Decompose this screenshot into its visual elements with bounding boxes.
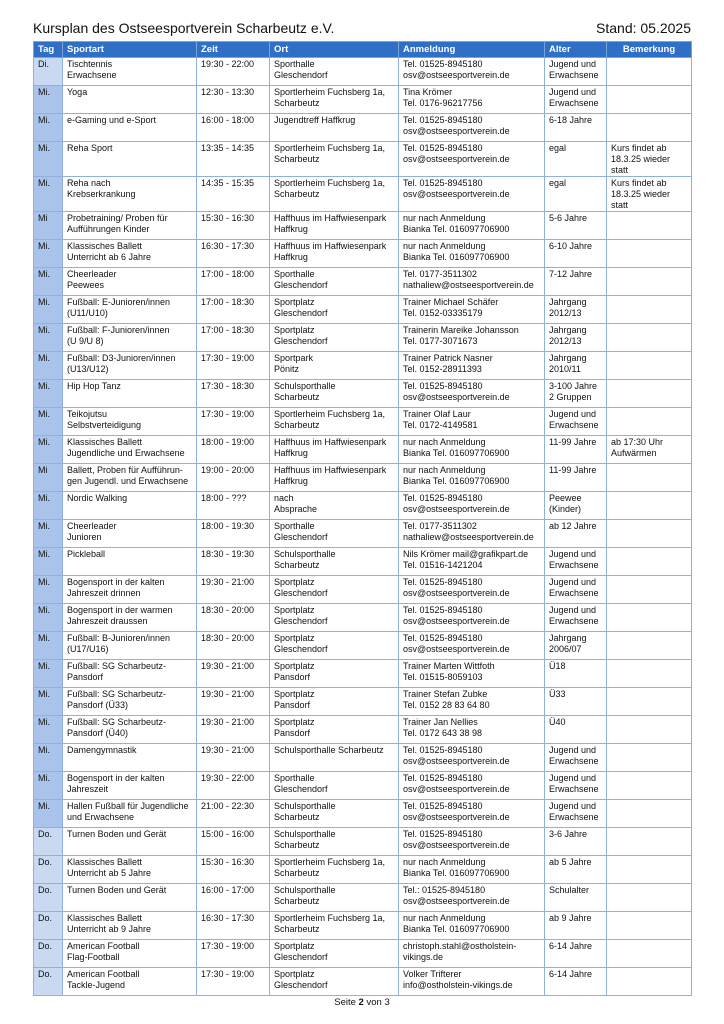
cell-bemerkung: [607, 548, 692, 576]
cell-anmeldung: Tel.: 01525-8945180 osv@ostseesportverein.de: [399, 884, 545, 912]
cell-anmeldung: Trainer Olaf Laur Tel. 0172-4149581: [399, 408, 545, 436]
cell-alter: Jahrgang 2012/13: [545, 296, 607, 324]
table-row: [34, 177, 692, 212]
cell-bemerkung: [607, 240, 692, 268]
cell-bemerkung: ab 17:30 Uhr Aufwärmen: [607, 436, 692, 464]
table-row: [34, 324, 692, 352]
cell-anmeldung: Tel. 0177-3511302 nathaliew@ostseesportverein.de: [399, 520, 545, 548]
table-row: [34, 86, 692, 114]
column-header-alter: Alter: [545, 42, 607, 58]
table-row: [34, 716, 692, 744]
cell-ort: nach Absprache: [270, 492, 399, 520]
cell-zeit: 19:30 - 21:00: [197, 744, 270, 772]
cell-anmeldung: christoph.stahl@ostholstein- vikings.de: [399, 940, 545, 968]
cell-bemerkung: [607, 828, 692, 856]
cell-alter: Jahrgang 2012/13: [545, 324, 607, 352]
cell-anmeldung: nur nach Anmeldung Bianka Tel. 016097706900: [399, 240, 545, 268]
cell-tag: Mi.: [34, 772, 63, 800]
document-date: Stand: 05.2025: [596, 20, 691, 36]
footer-suffix: von 3: [363, 997, 390, 1008]
cell-anmeldung: Tel. 01525-8945180 osv@ostseesportverein.de: [399, 58, 545, 86]
cell-ort: Sportlerheim Fuchsberg 1a, Scharbeutz: [270, 912, 399, 940]
cell-ort: Sportplatz Gleschendorf: [270, 324, 399, 352]
cell-sportart: Klassisches Ballett Unterricht ab 9 Jahre: [63, 912, 197, 940]
cell-alter: ab 12 Jahre: [545, 520, 607, 548]
table-header-row: [34, 42, 692, 58]
cell-bemerkung: [607, 352, 692, 380]
table-row: [34, 744, 692, 772]
cell-alter: 11-99 Jahre: [545, 464, 607, 492]
cell-alter: Ü33: [545, 688, 607, 716]
cell-ort: Sporthalle Gleschendorf: [270, 772, 399, 800]
cell-bemerkung: [607, 212, 692, 240]
cell-zeit: 15:30 - 16:30: [197, 212, 270, 240]
cell-sportart: Damengymnastik: [63, 744, 197, 772]
cell-zeit: 16:00 - 18:00: [197, 114, 270, 142]
cell-sportart: Bogensport in der kalten Jahreszeit drinnen: [63, 576, 197, 604]
table-row: [34, 940, 692, 968]
cell-anmeldung: Tel. 01525-8945180 osv@ostseesportverein.de: [399, 744, 545, 772]
cell-bemerkung: [607, 632, 692, 660]
cell-bemerkung: [607, 744, 692, 772]
cell-bemerkung: Kurs findet ab 18.3.25 wieder statt: [607, 177, 692, 212]
cell-ort: Sportlerheim Fuchsberg 1a, Scharbeutz: [270, 86, 399, 114]
cell-zeit: 19:30 - 22:00: [197, 772, 270, 800]
cell-zeit: 19:30 - 22:00: [197, 58, 270, 86]
cell-bemerkung: [607, 716, 692, 744]
cell-ort: Sporthalle Gleschendorf: [270, 520, 399, 548]
cell-alter: ab 9 Jahre: [545, 912, 607, 940]
cell-sportart: Klassisches Ballett Unterricht ab 6 Jahre: [63, 240, 197, 268]
cell-ort: Schulsporthalle Scharbeutz: [270, 800, 399, 828]
cell-tag: Mi.: [34, 324, 63, 352]
cell-bemerkung: [607, 114, 692, 142]
cell-tag: Mi.: [34, 632, 63, 660]
cell-sportart: Pickleball: [63, 548, 197, 576]
cell-bemerkung: [607, 408, 692, 436]
table-row: [34, 464, 692, 492]
cell-zeit: 17:30 - 19:00: [197, 940, 270, 968]
cell-zeit: 17:00 - 18:00: [197, 268, 270, 296]
cell-anmeldung: Nils Krömer mail@grafikpart.de Tel. 01516-1421204: [399, 548, 545, 576]
cell-zeit: 18:00 - ???: [197, 492, 270, 520]
cell-ort: Sportplatz Pansdorf: [270, 688, 399, 716]
cell-sportart: Fußball: E-Junioren/innen (U11/U10): [63, 296, 197, 324]
cell-ort: Sportplatz Gleschendorf: [270, 576, 399, 604]
table-row: [34, 660, 692, 688]
cell-anmeldung: Tel. 01525-8945180 osv@ostseesportverein.de: [399, 177, 545, 212]
column-header-zeit: Zeit: [197, 42, 270, 58]
cell-bemerkung: [607, 800, 692, 828]
column-header-sportart: Sportart: [63, 42, 197, 58]
cell-tag: Mi: [34, 464, 63, 492]
cell-ort: Haffhuus im Haffwiesenpark Haffkrug: [270, 464, 399, 492]
cell-sportart: Yoga: [63, 86, 197, 114]
cell-ort: Sportlerheim Fuchsberg 1a, Scharbeutz: [270, 177, 399, 212]
cell-bemerkung: [607, 492, 692, 520]
cell-zeit: 16:00 - 17:00: [197, 884, 270, 912]
cell-ort: Sportplatz Pansdorf: [270, 716, 399, 744]
cell-sportart: Reha nach Krebserkrankung: [63, 177, 197, 212]
cell-alter: egal: [545, 177, 607, 212]
cell-alter: 7-12 Jahre: [545, 268, 607, 296]
table-row: [34, 576, 692, 604]
document-header: [33, 20, 691, 40]
cell-tag: Do.: [34, 856, 63, 884]
cell-sportart: Reha Sport: [63, 142, 197, 177]
cell-bemerkung: Kurs findet ab 18.3.25 wieder statt: [607, 142, 692, 177]
cell-anmeldung: Trainer Stefan Zubke Tel. 0152 28 83 64 80: [399, 688, 545, 716]
cell-alter: Jugend und Erwachsene: [545, 408, 607, 436]
cell-alter: Ü40: [545, 716, 607, 744]
cell-alter: Jugend und Erwachsene: [545, 58, 607, 86]
cell-tag: Mi.: [34, 548, 63, 576]
cell-alter: 3-6 Jahre: [545, 828, 607, 856]
cell-anmeldung: Tel. 01525-8945180 osv@ostseesportverein.de: [399, 828, 545, 856]
cell-anmeldung: Trainer Michael Schäfer Tel. 0152-03335179: [399, 296, 545, 324]
cell-alter: Jugend und Erwachsene: [545, 604, 607, 632]
cell-bemerkung: [607, 604, 692, 632]
table-row: [34, 856, 692, 884]
cell-zeit: 18:30 - 19:30: [197, 548, 270, 576]
table-row: [34, 884, 692, 912]
table-row: [34, 828, 692, 856]
table-row: [34, 912, 692, 940]
cell-ort: Sportplatz Gleschendorf: [270, 296, 399, 324]
cell-tag: Do.: [34, 940, 63, 968]
cell-zeit: 17:30 - 19:00: [197, 352, 270, 380]
table-row: [34, 408, 692, 436]
cell-anmeldung: Tel. 01525-8945180 osv@ostseesportverein.de: [399, 380, 545, 408]
cell-zeit: 19:30 - 21:00: [197, 576, 270, 604]
cell-alter: 6-14 Jahre: [545, 968, 607, 996]
cell-zeit: 17:30 - 18:30: [197, 380, 270, 408]
cell-sportart: Bogensport in der warmen Jahreszeit draussen: [63, 604, 197, 632]
cell-bemerkung: [607, 324, 692, 352]
cell-alter: Jahrgang 2006/07: [545, 632, 607, 660]
cell-bemerkung: [607, 912, 692, 940]
cell-anmeldung: nur nach Anmeldung Bianka Tel. 016097706900: [399, 912, 545, 940]
cell-anmeldung: Tel. 01525-8945180 osv@ostseesportverein.de: [399, 604, 545, 632]
cell-alter: 6-14 Jahre: [545, 940, 607, 968]
cell-tag: Do.: [34, 968, 63, 996]
table-body: [34, 58, 692, 996]
cell-bemerkung: [607, 296, 692, 324]
cell-sportart: Fußball: SG Scharbeutz- Pansdorf (Ü40): [63, 716, 197, 744]
cell-zeit: 12:30 - 13:30: [197, 86, 270, 114]
column-header-anmeldung: Anmeldung: [399, 42, 545, 58]
cell-anmeldung: Tel. 01525-8945180 osv@ostseesportverein.de: [399, 142, 545, 177]
cell-anmeldung: nur nach Anmeldung Bianka Tel. 016097706900: [399, 436, 545, 464]
cell-bemerkung: [607, 968, 692, 996]
cell-zeit: 17:30 - 19:00: [197, 968, 270, 996]
cell-anmeldung: Tel. 01525-8945180 osv@ostseesportverein.de: [399, 492, 545, 520]
cell-tag: Mi.: [34, 660, 63, 688]
cell-ort: Sportlerheim Fuchsberg 1a, Scharbeutz: [270, 142, 399, 177]
cell-anmeldung: Tel. 0177-3511302 nathaliew@ostseesportverein.de: [399, 268, 545, 296]
cell-zeit: 13:35 - 14:35: [197, 142, 270, 177]
cell-bemerkung: [607, 772, 692, 800]
cell-anmeldung: Trainer Jan Nellies Tel. 0172 643 38 98: [399, 716, 545, 744]
table-row: [34, 604, 692, 632]
cell-sportart: Teikojutsu Selbstverteidigung: [63, 408, 197, 436]
cell-sportart: Hallen Fußball für Jugendliche und Erwachsene: [63, 800, 197, 828]
cell-tag: Mi.: [34, 492, 63, 520]
cell-anmeldung: Tel. 01525-8945180 osv@ostseesportverein.de: [399, 114, 545, 142]
cell-zeit: 17:00 - 18:30: [197, 296, 270, 324]
page-footer: [0, 997, 724, 1008]
cell-tag: Mi.: [34, 296, 63, 324]
cell-alter: 6-18 Jahre: [545, 114, 607, 142]
cell-anmeldung: nur nach Anmeldung Bianka Tel. 016097706900: [399, 856, 545, 884]
cell-sportart: Fußball: D3-Junioren/innen (U13/U12): [63, 352, 197, 380]
cell-bemerkung: [607, 576, 692, 604]
table-row: [34, 240, 692, 268]
cell-zeit: 19:30 - 21:00: [197, 716, 270, 744]
cell-alter: ab 5 Jahre: [545, 856, 607, 884]
cell-sportart: Fußball: F-Junioren/innen (U 9/U 8): [63, 324, 197, 352]
table-row: [34, 632, 692, 660]
table-row: [34, 436, 692, 464]
cell-sportart: Fußball: SG Scharbeutz- Pansdorf (Ü33): [63, 688, 197, 716]
cell-tag: Mi.: [34, 177, 63, 212]
table-row: [34, 114, 692, 142]
cell-alter: Ü18: [545, 660, 607, 688]
cell-alter: 11-99 Jahre: [545, 436, 607, 464]
cell-bemerkung: [607, 268, 692, 296]
cell-sportart: Fußball: SG Scharbeutz- Pansdorf: [63, 660, 197, 688]
cell-ort: Sportplatz Pansdorf: [270, 660, 399, 688]
cell-bemerkung: [607, 464, 692, 492]
cell-zeit: 18:30 - 20:00: [197, 632, 270, 660]
cell-sportart: American Football Flag-Football: [63, 940, 197, 968]
cell-tag: Mi.: [34, 436, 63, 464]
table-row: [34, 142, 692, 177]
cell-alter: Schulalter: [545, 884, 607, 912]
cell-alter: Jugend und Erwachsene: [545, 772, 607, 800]
cell-sportart: Tischtennis Erwachsene: [63, 58, 197, 86]
cell-tag: Mi.: [34, 114, 63, 142]
cell-ort: Sportlerheim Fuchsberg 1a, Scharbeutz: [270, 856, 399, 884]
cell-sportart: Probetraining/ Proben für Aufführungen Kinder: [63, 212, 197, 240]
course-schedule-table: [33, 41, 692, 996]
cell-bemerkung: [607, 940, 692, 968]
cell-ort: Schulsporthalle Scharbeutz: [270, 828, 399, 856]
cell-sportart: Turnen Boden und Gerät: [63, 884, 197, 912]
cell-bemerkung: [607, 380, 692, 408]
table-row: [34, 58, 692, 86]
cell-sportart: Turnen Boden und Gerät: [63, 828, 197, 856]
cell-sportart: Klassisches Ballett Unterricht ab 5 Jahre: [63, 856, 197, 884]
cell-tag: Mi.: [34, 352, 63, 380]
cell-ort: Sporthalle Gleschendorf: [270, 58, 399, 86]
cell-anmeldung: Tel. 01525-8945180 osv@ostseesportverein.de: [399, 772, 545, 800]
cell-alter: Jahrgang 2010/11: [545, 352, 607, 380]
cell-alter: Jugend und Erwachsene: [545, 800, 607, 828]
table-row: [34, 548, 692, 576]
cell-alter: Peewee (Kinder): [545, 492, 607, 520]
cell-bemerkung: [607, 884, 692, 912]
cell-anmeldung: Trainerin Mareike Johansson Tel. 0177-3071673: [399, 324, 545, 352]
cell-zeit: 15:00 - 16:00: [197, 828, 270, 856]
cell-ort: Schulsporthalle Scharbeutz: [270, 884, 399, 912]
cell-tag: Mi.: [34, 604, 63, 632]
cell-zeit: 21:00 - 22:30: [197, 800, 270, 828]
column-header-bemerkung: Bemerkung: [607, 42, 692, 58]
cell-tag: Mi.: [34, 86, 63, 114]
cell-sportart: Nordic Walking: [63, 492, 197, 520]
cell-zeit: 18:00 - 19:30: [197, 520, 270, 548]
cell-tag: Mi.: [34, 408, 63, 436]
cell-alter: 3-100 Jahre 2 Gruppen: [545, 380, 607, 408]
cell-tag: Mi.: [34, 688, 63, 716]
cell-zeit: 19:30 - 21:00: [197, 688, 270, 716]
cell-zeit: 19:00 - 20:00: [197, 464, 270, 492]
cell-tag: Mi.: [34, 520, 63, 548]
cell-ort: Schulsporthalle Scharbeutz: [270, 548, 399, 576]
cell-zeit: 19:30 - 21:00: [197, 660, 270, 688]
cell-tag: Mi.: [34, 240, 63, 268]
cell-anmeldung: Tina Krömer Tel. 0176-96217756: [399, 86, 545, 114]
cell-bemerkung: [607, 660, 692, 688]
table-row: [34, 492, 692, 520]
cell-tag: Do.: [34, 828, 63, 856]
cell-ort: Sportplatz Gleschendorf: [270, 940, 399, 968]
cell-tag: Do.: [34, 884, 63, 912]
cell-alter: 6-10 Jahre: [545, 240, 607, 268]
cell-anmeldung: nur nach Anmeldung Bianka Tel. 016097706900: [399, 464, 545, 492]
cell-ort: Haffhuus im Haffwiesenpark Haffkrug: [270, 212, 399, 240]
cell-zeit: 18:00 - 19:00: [197, 436, 270, 464]
cell-anmeldung: Tel. 01525-8945180 osv@ostseesportverein.de: [399, 800, 545, 828]
cell-zeit: 17:30 - 19:00: [197, 408, 270, 436]
cell-alter: Jugend und Erwachsene: [545, 576, 607, 604]
cell-tag: Di.: [34, 58, 63, 86]
cell-tag: Mi.: [34, 380, 63, 408]
cell-tag: Mi.: [34, 576, 63, 604]
table-row: [34, 268, 692, 296]
cell-sportart: Hip Hop Tanz: [63, 380, 197, 408]
table-row: [34, 296, 692, 324]
cell-anmeldung: nur nach Anmeldung Bianka Tel. 016097706900: [399, 212, 545, 240]
table-row: [34, 772, 692, 800]
table-row: [34, 800, 692, 828]
cell-alter: egal: [545, 142, 607, 177]
cell-zeit: 18:30 - 20:00: [197, 604, 270, 632]
footer-page-number: 2: [358, 997, 364, 1008]
cell-ort: Haffhuus im Haffwiesenpark Haffkrug: [270, 240, 399, 268]
cell-sportart: Cheerleader Junioren: [63, 520, 197, 548]
table-row: [34, 968, 692, 996]
cell-sportart: Bogensport in der kalten Jahreszeit: [63, 772, 197, 800]
cell-zeit: 15:30 - 16:30: [197, 856, 270, 884]
table-row: [34, 212, 692, 240]
cell-tag: Mi.: [34, 800, 63, 828]
cell-tag: Mi.: [34, 744, 63, 772]
cell-bemerkung: [607, 86, 692, 114]
cell-sportart: Ballett, Proben für Aufführun- gen Jugendl. und Erwachsene: [63, 464, 197, 492]
cell-anmeldung: Volker Trifterer info@ostholstein-vikings.de: [399, 968, 545, 996]
cell-tag: Mi.: [34, 268, 63, 296]
cell-sportart: Fußball: B-Junioren/innen (U17/U16): [63, 632, 197, 660]
cell-anmeldung: Tel. 01525-8945180 osv@ostseesportverein.de: [399, 576, 545, 604]
cell-sportart: Klassisches Ballett Jugendliche und Erwachsene: [63, 436, 197, 464]
cell-ort: Haffhuus im Haffwiesenpark Haffkrug: [270, 436, 399, 464]
cell-alter: Jugend und Erwachsene: [545, 744, 607, 772]
cell-ort: Sportplatz Gleschendorf: [270, 968, 399, 996]
cell-zeit: 16:30 - 17:30: [197, 240, 270, 268]
cell-bemerkung: [607, 520, 692, 548]
cell-tag: Do.: [34, 912, 63, 940]
column-header-tag: Tag: [34, 42, 63, 58]
cell-ort: Schulsporthalle Scharbeutz: [270, 744, 399, 772]
cell-ort: Schulsporthalle Scharbeutz: [270, 380, 399, 408]
cell-bemerkung: [607, 688, 692, 716]
cell-ort: Sportplatz Gleschendorf: [270, 632, 399, 660]
cell-ort: Sportlerheim Fuchsberg 1a, Scharbeutz: [270, 408, 399, 436]
table-row: [34, 352, 692, 380]
cell-ort: Jugendtreff Haffkrug: [270, 114, 399, 142]
cell-alter: Jugend und Erwachsene: [545, 548, 607, 576]
cell-tag: Mi.: [34, 142, 63, 177]
cell-sportart: Cheerleader Peewees: [63, 268, 197, 296]
cell-anmeldung: Tel. 01525-8945180 osv@ostseesportverein.de: [399, 632, 545, 660]
cell-bemerkung: [607, 856, 692, 884]
cell-zeit: 14:35 - 15:35: [197, 177, 270, 212]
cell-sportart: American Football Tackle-Jugend: [63, 968, 197, 996]
table-row: [34, 520, 692, 548]
cell-ort: Sportpark Pönitz: [270, 352, 399, 380]
cell-sportart: e-Gaming und e-Sport: [63, 114, 197, 142]
table-row: [34, 688, 692, 716]
cell-zeit: 16:30 - 17:30: [197, 912, 270, 940]
table-row: [34, 380, 692, 408]
cell-alter: 5-6 Jahre: [545, 212, 607, 240]
cell-ort: Sportplatz Gleschendorf: [270, 604, 399, 632]
cell-alter: Jugend und Erwachsene: [545, 86, 607, 114]
cell-ort: Sporthalle Gleschendorf: [270, 268, 399, 296]
cell-tag: Mi.: [34, 716, 63, 744]
column-header-ort: Ort: [270, 42, 399, 58]
cell-bemerkung: [607, 58, 692, 86]
footer-prefix: Seite: [334, 997, 359, 1008]
cell-anmeldung: Trainer Patrick Nasner Tel. 0152-28911393: [399, 352, 545, 380]
cell-tag: Mi: [34, 212, 63, 240]
document-title: Kursplan des Ostseesportverein Scharbeutz e.V.: [33, 20, 335, 36]
cell-anmeldung: Trainer Marten Wittfoth Tel. 01515-8059103: [399, 660, 545, 688]
cell-zeit: 17:00 - 18:30: [197, 324, 270, 352]
